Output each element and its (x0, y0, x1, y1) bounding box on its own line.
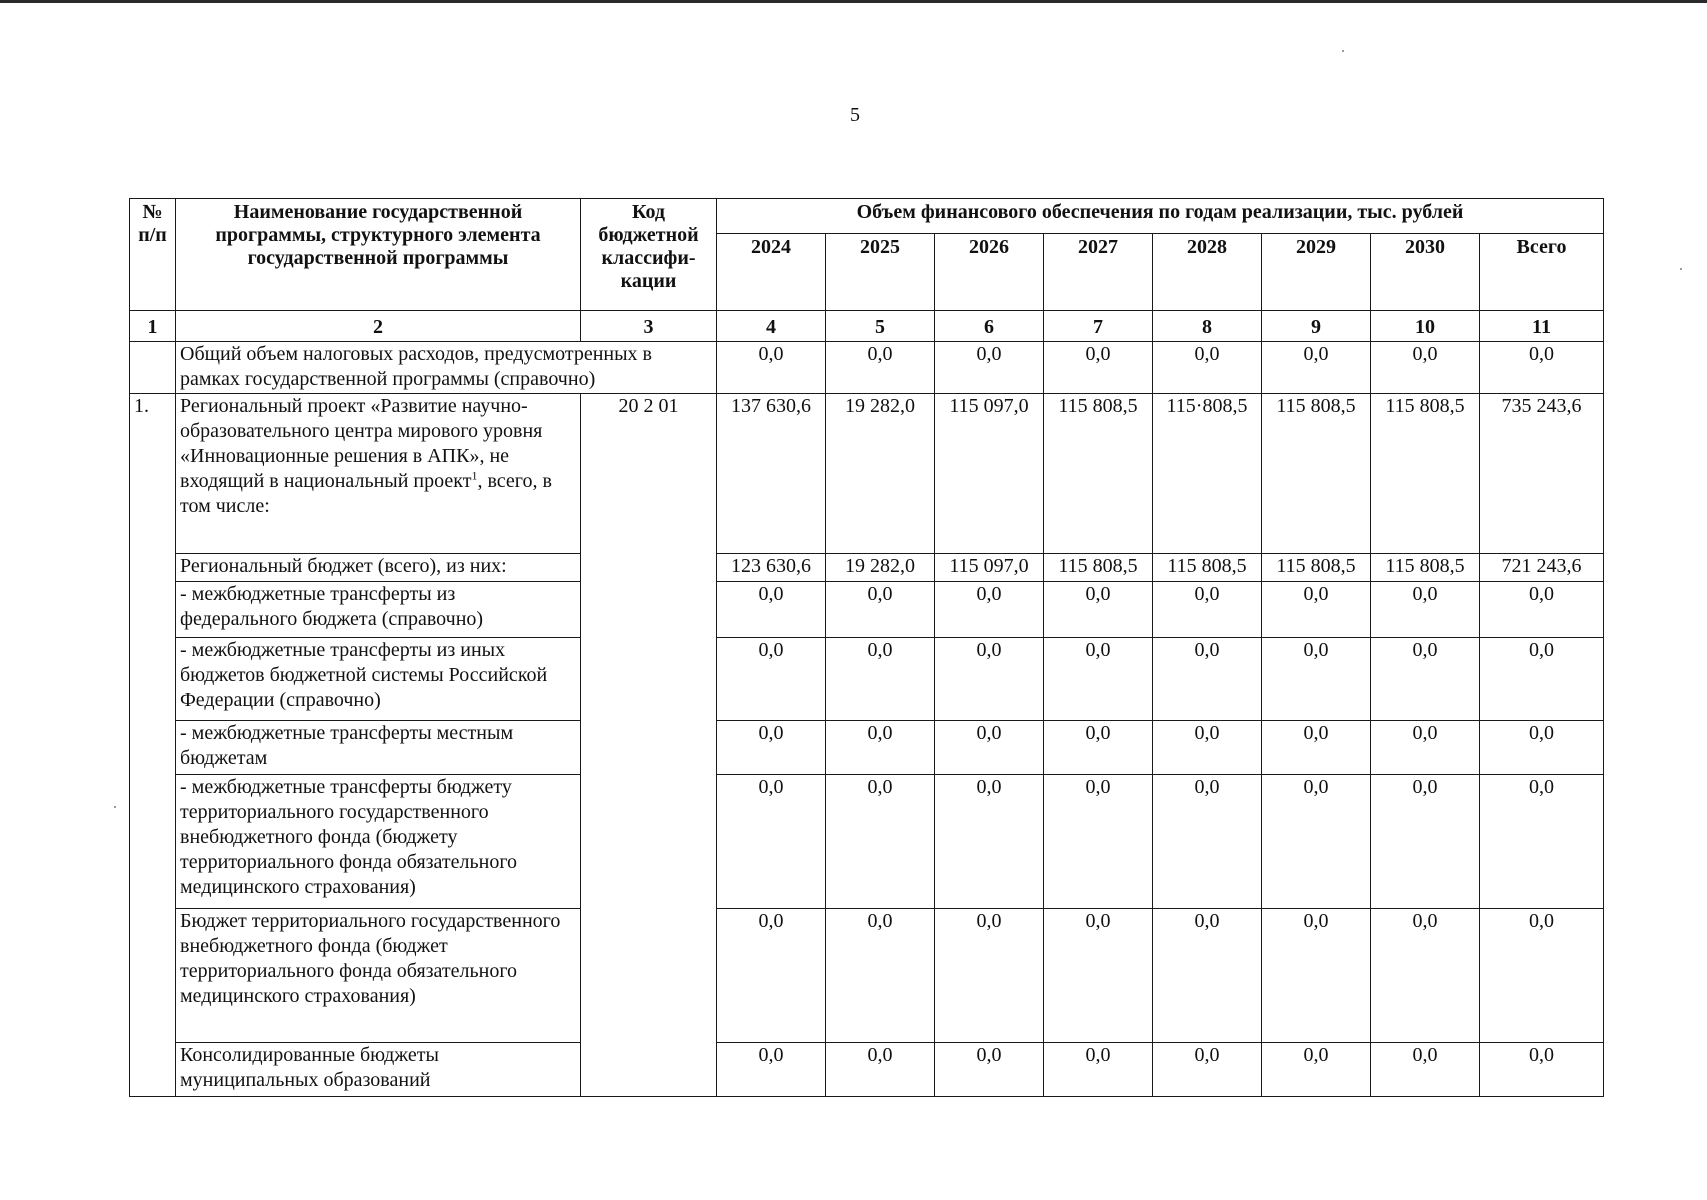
value-cell: 0,0 (717, 638, 826, 721)
row-name: Региональный бюджет (всего), из них: (176, 554, 581, 582)
header-year: 2026 (935, 234, 1044, 311)
value-cell: 115 808,5 (1371, 554, 1480, 582)
total-cell: 0,0 (1480, 1043, 1604, 1097)
total-cell: 0,0 (1480, 909, 1604, 1043)
scan-speck (1342, 50, 1344, 52)
value-cell: 123 630,6 (717, 554, 826, 582)
value-cell: 115 808,5 (1044, 554, 1153, 582)
project-name-text: Региональный проект «Развитие научно-образовательного центра мирового уровня «Инновационные решения в АПК», не входящий в национальный проект (180, 395, 543, 492)
column-index: 5 (826, 311, 935, 342)
value-cell: 0,0 (935, 721, 1044, 775)
project-name (176, 394, 581, 554)
value-cell: 0,0 (826, 909, 935, 1043)
total-cell: 721 243,6 (1480, 554, 1604, 582)
value-cell: 0,0 (1044, 342, 1153, 394)
value-cell: 0,0 (935, 342, 1044, 394)
value-cell: 0,0 (1044, 1043, 1153, 1097)
funding-source-row (130, 775, 1604, 909)
value-cell: 0,0 (826, 582, 935, 638)
value-cell: 0,0 (1153, 638, 1262, 721)
value-cell: 0,0 (1153, 721, 1262, 775)
value-cell: 19 282,0 (826, 554, 935, 582)
row-name: - межбюджетные трансферты из иных бюджетов бюджетной системы Российской Федерации (справочно) (176, 638, 581, 721)
funding-source-row (130, 1043, 1604, 1097)
value-cell: 115 808,5 (1044, 394, 1153, 554)
header-year: 2030 (1371, 234, 1480, 311)
value-cell: 0,0 (1153, 1043, 1262, 1097)
value-cell: 0,0 (1153, 909, 1262, 1043)
value-cell: 0,0 (1262, 909, 1371, 1043)
column-index: 7 (1044, 311, 1153, 342)
total-cell: 0,0 (1480, 638, 1604, 721)
column-index: 2 (176, 311, 581, 342)
value-cell: 0,0 (1044, 721, 1153, 775)
total-cell: 0,0 (1480, 582, 1604, 638)
funding-source-row (130, 909, 1604, 1043)
funding-source-row (130, 721, 1604, 775)
total-cell: 0,0 (1480, 721, 1604, 775)
value-cell: 115 097,0 (935, 554, 1044, 582)
value-cell: 115 808,5 (1371, 394, 1480, 554)
column-index: 3 (581, 311, 717, 342)
funding-source-row (130, 554, 1604, 582)
column-index: 8 (1153, 311, 1262, 342)
value-cell: 115·808,5 (1153, 394, 1262, 554)
value-cell: 0,0 (935, 775, 1044, 909)
value-cell: 0,0 (935, 1043, 1044, 1097)
scan-top-edge (0, 0, 1707, 3)
row-name: - межбюджетные трансферты бюджету территориального государственного внебюджетного фонда (бюджету территориального фонда обязательного медицинского страхования) (176, 775, 581, 909)
value-cell: 0,0 (1153, 342, 1262, 394)
value-cell: 0,0 (1044, 909, 1153, 1043)
value-cell: 0,0 (1044, 582, 1153, 638)
value-cell: 0,0 (717, 909, 826, 1043)
value-cell: 0,0 (1262, 1043, 1371, 1097)
value-cell: 0,0 (1262, 721, 1371, 775)
funding-source-row (130, 638, 1604, 721)
page-number: 5 (850, 104, 860, 126)
project-row (130, 394, 1604, 554)
scan-speck (1680, 268, 1682, 270)
header-name: Наименование государственной программы, структурного элемента государственной программы (176, 199, 581, 311)
value-cell: 0,0 (717, 721, 826, 775)
value-cell: 0,0 (717, 1043, 826, 1097)
row-number-cell (130, 342, 176, 394)
header-number: № п/п (130, 199, 176, 311)
value-cell: 0,0 (1044, 775, 1153, 909)
value-cell: 0,0 (1262, 342, 1371, 394)
value-cell: 0,0 (1262, 775, 1371, 909)
value-cell: 0,0 (1371, 582, 1480, 638)
value-cell: 0,0 (935, 638, 1044, 721)
header-year: 2029 (1262, 234, 1371, 311)
column-index: 11 (1480, 311, 1604, 342)
header-year: 2024 (717, 234, 826, 311)
value-cell: 0,0 (1044, 638, 1153, 721)
footnote-mark: 1 (471, 468, 478, 483)
project-name-tail: , всего, в том числе: (180, 470, 552, 517)
value-cell: 0,0 (826, 775, 935, 909)
value-cell: 0,0 (1371, 1043, 1480, 1097)
value-cell: 0,0 (1371, 721, 1480, 775)
value-cell: 0,0 (1262, 638, 1371, 721)
value-cell: 0,0 (717, 342, 826, 394)
column-index: 10 (1371, 311, 1480, 342)
header-year: 2028 (1153, 234, 1262, 311)
row-name: - межбюджетные трансферты местным бюджетам (176, 721, 581, 775)
value-cell: 0,0 (935, 582, 1044, 638)
header-code: Код бюджетной классифи-кации (581, 199, 717, 311)
value-cell: 115 808,5 (1262, 394, 1371, 554)
budget-table (129, 198, 1604, 1097)
total-cell: 735 243,6 (1480, 394, 1604, 554)
value-cell: 0,0 (826, 638, 935, 721)
value-cell: 0,0 (935, 909, 1044, 1043)
value-cell: 0,0 (1371, 775, 1480, 909)
value-cell: 0,0 (1371, 909, 1480, 1043)
tax-expenditure-row (130, 342, 1604, 394)
value-cell: 115 097,0 (935, 394, 1044, 554)
header-year: 2025 (826, 234, 935, 311)
value-cell: 0,0 (1371, 638, 1480, 721)
value-cell: 0,0 (826, 342, 935, 394)
column-index: 9 (1262, 311, 1371, 342)
value-cell: 0,0 (1262, 582, 1371, 638)
header-volume: Объем финансового обеспечения по годам реализации, тыс. рублей (717, 199, 1604, 234)
funding-source-row (130, 582, 1604, 638)
column-index: 1 (130, 311, 176, 342)
header-total: Всего (1480, 234, 1604, 311)
value-cell: 137 630,6 (717, 394, 826, 554)
value-cell: 0,0 (1153, 582, 1262, 638)
value-cell: 115 808,5 (1262, 554, 1371, 582)
value-cell: 0,0 (1371, 342, 1480, 394)
value-cell: 19 282,0 (826, 394, 935, 554)
row-number-cell: 1. (130, 394, 176, 1097)
value-cell: 0,0 (717, 582, 826, 638)
scan-speck (114, 806, 116, 808)
row-name: Консолидированные бюджеты муниципальных образований (176, 1043, 581, 1097)
header-year: 2027 (1044, 234, 1153, 311)
column-index: 6 (935, 311, 1044, 342)
value-cell: 0,0 (717, 775, 826, 909)
row-name: Бюджет территориального государственного внебюджетного фонда (бюджет территориального фонда обязательного медицинского страхования) (176, 909, 581, 1043)
value-cell: 0,0 (826, 721, 935, 775)
value-cell: 0,0 (1153, 775, 1262, 909)
budget-code: 20 2 01 (581, 394, 717, 1097)
row-name: - межбюджетные трансферты из федерального бюджета (справочно) (176, 582, 581, 638)
total-cell: 0,0 (1480, 775, 1604, 909)
column-index: 4 (717, 311, 826, 342)
total-cell: 0,0 (1480, 342, 1604, 394)
value-cell: 0,0 (826, 1043, 935, 1097)
value-cell: 115 808,5 (1153, 554, 1262, 582)
row-name: Общий объем налоговых расходов, предусмотренных в рамках государственной программы (справочно) (176, 342, 717, 394)
